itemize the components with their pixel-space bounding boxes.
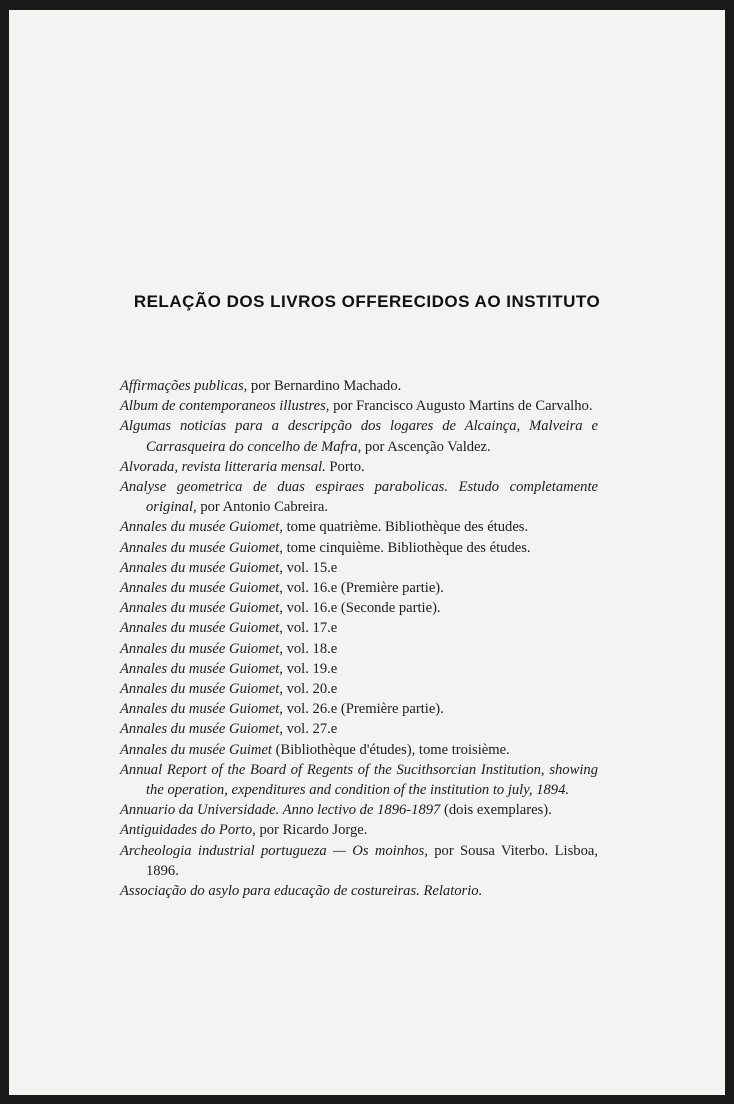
list-item: [120, 477, 598, 517]
list-item: [120, 598, 598, 618]
entry-detail: vol. 19.e: [282, 660, 338, 677]
list-item: [120, 841, 598, 881]
entry-detail: por Antonio Cabreira.: [196, 499, 329, 516]
entry-title: Annales du musée Guiomet,: [120, 580, 283, 597]
entry-title: Annales du musée Guiomet,: [120, 559, 283, 576]
entry-title: Annales du musée Guiomet,: [120, 640, 283, 657]
list-item: [120, 376, 598, 396]
entry-title: Album de contemporaneos illustres,: [120, 398, 330, 415]
entry-detail: vol. 20.e: [282, 681, 338, 698]
entry-detail: por Sousa Viterbo. Lisboa, 1896.: [146, 842, 598, 879]
entry-title: Antiguidades do Porto,: [120, 822, 256, 839]
entry-title: Affirmações publicas,: [120, 378, 248, 394]
entry-title: Analyse geometrica de duas espiraes parabolicas. Estudo completamente original,: [120, 479, 598, 516]
book-list: [120, 376, 598, 901]
list-item: [120, 740, 598, 760]
entry-title: Annales du musée Guiomet,: [120, 701, 283, 718]
page-title: RELAÇÃO DOS LIVROS OFFERECIDOS AO INSTITUTO: [133, 292, 601, 311]
list-item: [120, 538, 598, 558]
entry-detail: vol. 26.e (Première partie).: [282, 701, 444, 718]
entry-title: Annales du musée Guimet: [120, 741, 272, 758]
entry-title: Annuario da Universidade. Anno lectivo de 1896-1897: [120, 802, 441, 819]
entry-title: Annales du musée Guiomet,: [120, 519, 283, 536]
entry-detail: vol. 16.e (Première partie).: [282, 580, 444, 597]
entry-detail: Porto.: [325, 458, 365, 475]
entry-detail: vol. 18.e: [282, 640, 338, 657]
list-item: [120, 800, 598, 820]
list-item: [120, 396, 598, 416]
list-item: [120, 679, 598, 699]
entry-detail: por Bernardino Machado.: [247, 378, 402, 394]
entry-detail: vol. 27.e: [282, 721, 338, 738]
entry-detail: (Bibliothèque d'études), tome troisième.: [272, 741, 510, 758]
entry-detail: vol. 15.e: [282, 559, 338, 576]
entry-detail: tome quatrième. Bibliothèque des études.: [282, 519, 529, 536]
list-item: [120, 558, 598, 578]
entry-detail: (dois exemplares).: [440, 802, 552, 819]
entry-detail: por Ricardo Jorge.: [255, 822, 368, 839]
entry-title: Annales du musée Guiomet,: [120, 681, 283, 698]
entry-title: Algumas noticias para a descripção dos logares de Alcainça, Malveira e Carrasqueira do concelho de Mafra,: [120, 418, 598, 455]
list-item: [120, 659, 598, 679]
document-page: [9, 10, 725, 1095]
entry-title: Archeologia industrial portugueza — Os moinhos,: [120, 842, 428, 859]
list-item: [120, 881, 598, 901]
entry-title: Annales du musée Guiomet,: [120, 721, 283, 738]
entry-title: Annual Report of the Board of Regents of the Sucithsorcian Institution, showing the operation, expenditures and condition of the institution to july, 1894.: [120, 761, 598, 799]
entry-detail: vol. 16.e (Seconde partie).: [282, 600, 441, 617]
entry-title: Annales du musée Guiomet,: [120, 539, 283, 556]
list-item: [120, 578, 598, 598]
entry-title: Associação do asylo para educação de costureiras. Relatorio.: [120, 883, 483, 900]
list-item: [120, 699, 598, 719]
entry-detail: vol. 17.e: [282, 620, 338, 637]
entry-title: Alvorada, revista litteraria mensal.: [120, 458, 326, 475]
list-item: [120, 639, 598, 659]
entry-title: Annales du musée Guiomet,: [120, 660, 283, 677]
entry-detail: por Francisco Augusto Martins de Carvalho.: [329, 398, 593, 415]
list-item: [120, 618, 598, 638]
list-item: [120, 719, 598, 739]
list-item: [120, 760, 598, 800]
list-item: [120, 820, 598, 840]
entry-title: Annales du musée Guiomet,: [120, 600, 283, 617]
entry-title: Annales du musée Guiomet,: [120, 620, 283, 637]
entry-detail: tome cinquième. Bibliothèque des études.: [282, 539, 531, 556]
list-item: [120, 517, 598, 537]
list-item: [120, 416, 598, 456]
list-item: [120, 457, 598, 477]
entry-detail: por Ascenção Valdez.: [361, 438, 491, 455]
